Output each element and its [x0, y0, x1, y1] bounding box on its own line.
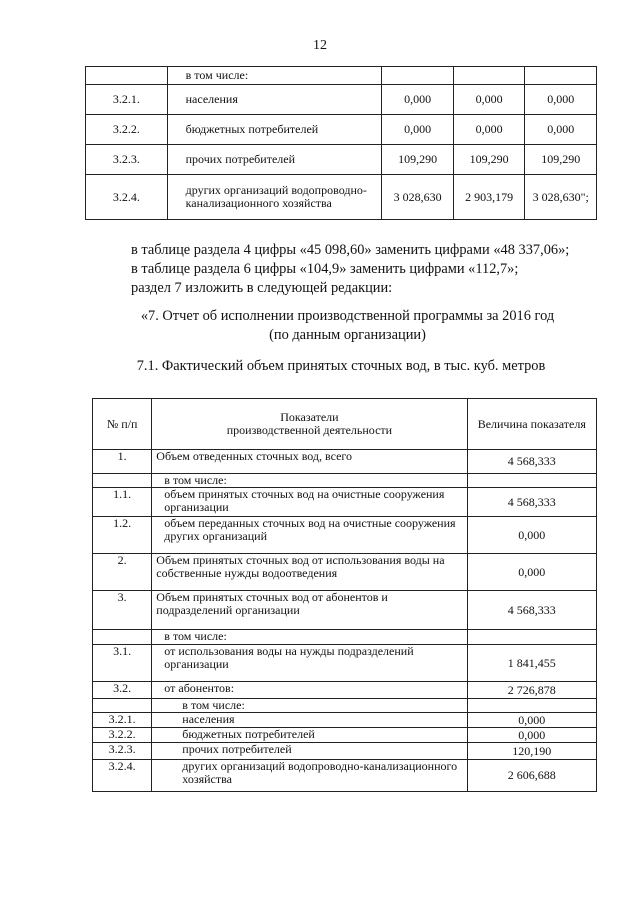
row-value: 2 606,688: [467, 760, 596, 792]
table-row: [93, 630, 597, 645]
row-value-3: [525, 67, 597, 85]
header-indicators-line-1: Показатели: [280, 410, 339, 424]
amendment-text: [131, 241, 569, 298]
row-value-2: 0,000: [453, 115, 525, 145]
table-row: [86, 85, 597, 115]
section-title-line-1: «7. Отчет об исполнении производственной программы за 2016 год: [140, 308, 555, 324]
table-header-row: [93, 399, 597, 450]
row-number: 3.2.2.: [93, 728, 152, 743]
row-value-3: 3 028,630";: [525, 175, 597, 220]
row-indicator: в том числе:: [152, 630, 467, 645]
row-value-2: 2 903,179: [453, 175, 525, 220]
row-number: 3.1.: [93, 645, 152, 682]
row-number: 3.2.4.: [93, 760, 152, 792]
row-indicator: Объем принятых сточных вод от использования воды на собственные нужды водоотведения: [152, 554, 467, 591]
row-value-3: 0,000: [525, 85, 597, 115]
row-value: 1 841,455: [467, 645, 596, 682]
table-row: [93, 645, 597, 682]
table-row: [93, 743, 597, 760]
row-number: 3.: [93, 591, 152, 630]
row-value: 0,000: [467, 713, 596, 728]
row-number: 3.2.3.: [86, 145, 168, 175]
table-row: [93, 728, 597, 743]
row-number: 3.2.: [93, 682, 152, 699]
section-7-title: [120, 307, 575, 345]
table-wastewater-continuation: [85, 66, 597, 220]
row-indicator: бюджетных потребителей: [167, 115, 382, 145]
row-number: 1.: [93, 450, 152, 474]
section-title-line-2: (по данным организации): [269, 327, 426, 343]
row-indicator: других организаций водопроводно-канализационного хозяйства: [152, 760, 467, 792]
row-value-1: 3 028,630: [382, 175, 454, 220]
row-number: 3.2.2.: [86, 115, 168, 145]
table-row: [93, 713, 597, 728]
row-number: [93, 630, 152, 645]
table1-body: [86, 67, 597, 220]
row-value: 0,000: [467, 517, 596, 554]
row-indicator: в том числе:: [152, 474, 467, 488]
row-indicator: населения: [167, 85, 382, 115]
row-value: [467, 699, 596, 713]
amendment-line-2: в таблице раздела 6 цифры «104,9» заменить цифрами «112,7»;: [131, 261, 519, 277]
row-indicator: прочих потребителей: [152, 743, 467, 760]
row-value-2: 0,000: [453, 85, 525, 115]
table2-body: [93, 399, 597, 792]
row-indicator: других организаций водопроводно-канализационного хозяйства: [167, 175, 382, 220]
header-indicators-line-2: производственной деятельности: [226, 423, 393, 437]
row-number: 3.2.1.: [93, 713, 152, 728]
row-indicator: прочих потребителей: [167, 145, 382, 175]
row-value-1: 0,000: [382, 115, 454, 145]
table-row: [86, 175, 597, 220]
row-value-3: 109,290: [525, 145, 597, 175]
table-row: [93, 682, 597, 699]
row-number: 3.2.1.: [86, 85, 168, 115]
row-number: [93, 699, 152, 713]
row-indicator: в том числе:: [167, 67, 382, 85]
subsection-7-1-title: 7.1. Фактический объем принятых сточных вод, в тыс. куб. метров: [136, 358, 546, 374]
row-indicator: бюджетных потребителей: [152, 728, 467, 743]
row-indicator: населения: [152, 713, 467, 728]
row-value: 120,190: [467, 743, 596, 760]
row-value: 2 726,878: [467, 682, 596, 699]
row-value-1: 109,290: [382, 145, 454, 175]
table-row: [93, 488, 597, 517]
amendment-line-1: в таблице раздела 4 цифры «45 098,60» заменить цифрами «48 337,06»;: [131, 242, 570, 258]
row-number: [86, 67, 168, 85]
amendment-line-3: раздел 7 изложить в следующей редакции:: [131, 280, 393, 296]
row-number: [93, 474, 152, 488]
row-value-3: 0,000: [525, 115, 597, 145]
table-row: [93, 474, 597, 488]
row-number: 3.2.3.: [93, 743, 152, 760]
row-value: [467, 630, 596, 645]
row-value-1: [382, 67, 454, 85]
table-row: [86, 115, 597, 145]
table-row: [93, 591, 597, 630]
row-indicator: в том числе:: [152, 699, 467, 713]
table-row: [86, 145, 597, 175]
header-value: Величина показателя: [467, 399, 596, 450]
row-value-2: 109,290: [453, 145, 525, 175]
row-value-2: [453, 67, 525, 85]
row-indicator: от абонентов:: [152, 682, 467, 699]
row-value: 4 568,333: [467, 591, 596, 630]
header-indicators: [152, 399, 467, 450]
row-indicator: объем принятых сточных вод на очистные сооружения организации: [152, 488, 467, 517]
row-value: 4 568,333: [467, 488, 596, 517]
row-number: 3.2.4.: [86, 175, 168, 220]
row-number: 2.: [93, 554, 152, 591]
row-value: [467, 474, 596, 488]
table-row: [93, 450, 597, 474]
row-value-1: 0,000: [382, 85, 454, 115]
row-value: 0,000: [467, 554, 596, 591]
table-row: [86, 67, 597, 85]
row-value: 4 568,333: [467, 450, 596, 474]
row-indicator: объем переданных сточных вод на очистные сооружения других организаций: [152, 517, 467, 554]
header-num: № п/п: [93, 399, 152, 450]
page-number: 12: [313, 38, 327, 53]
table-row: [93, 699, 597, 713]
table-row: [93, 554, 597, 591]
row-number: 1.1.: [93, 488, 152, 517]
row-value: 0,000: [467, 728, 596, 743]
row-indicator: Объем отведенных сточных вод, всего: [152, 450, 467, 474]
row-indicator: Объем принятых сточных вод от абонентов и подразделений организации: [152, 591, 467, 630]
table-row: [93, 517, 597, 554]
row-indicator: от использования воды на нужды подразделений организации: [152, 645, 467, 682]
row-number: 1.2.: [93, 517, 152, 554]
table-row: [93, 760, 597, 792]
table-actual-wastewater-volume: [92, 398, 597, 792]
